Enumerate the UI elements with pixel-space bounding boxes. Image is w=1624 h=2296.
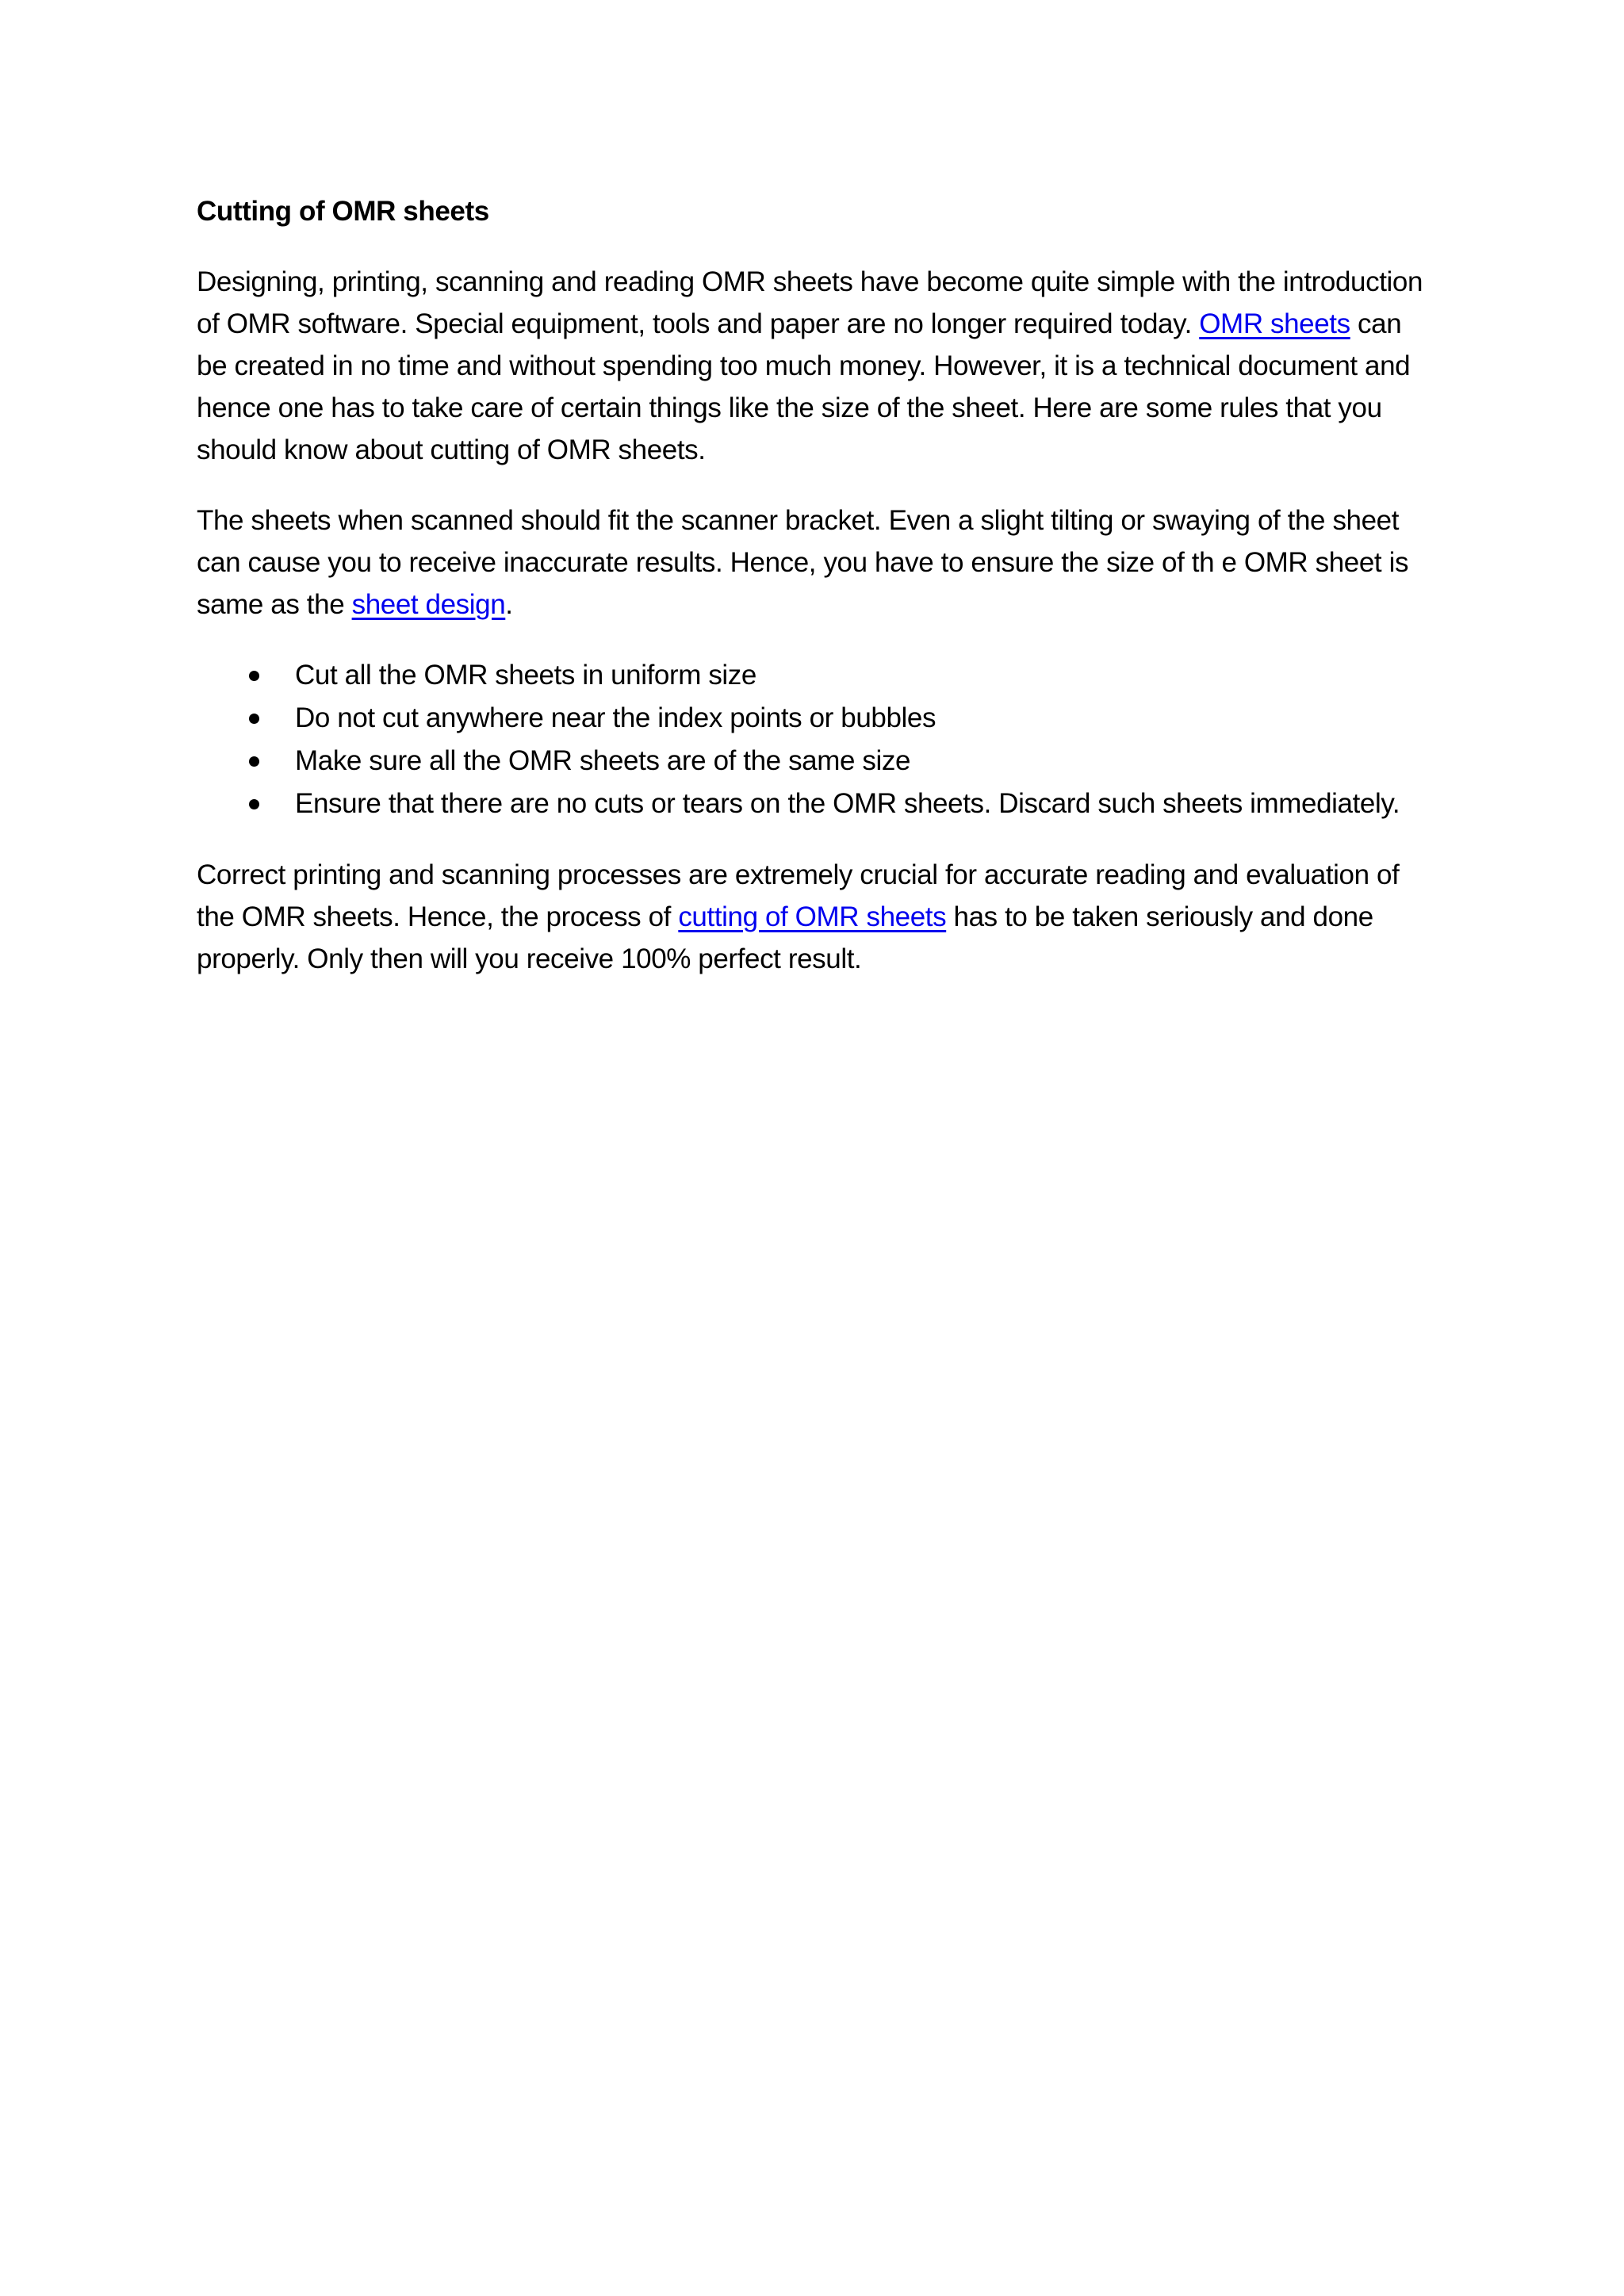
bullet-icon: [249, 671, 259, 681]
list-item: [197, 697, 1434, 740]
list-item-text: Ensure that there are no cuts or tears on the OMR sheets. Discard such sheets immediately.: [295, 788, 1400, 819]
bullet-icon: [249, 799, 259, 809]
omr-sheets-link[interactable]: OMR sheets: [1199, 308, 1350, 339]
list-item-text: Do not cut anywhere near the index points or bubbles: [295, 702, 936, 733]
list-item: [197, 654, 1434, 697]
paragraph-conclusion-text-after: has to be taken seriously and done properly. Only then will you receive 100% perfect result.: [197, 901, 1373, 974]
paragraph-intro: [197, 261, 1434, 471]
cutting-of-omr-sheets-link[interactable]: cutting of OMR sheets: [678, 901, 947, 932]
list-item: [197, 740, 1434, 783]
paragraph-scanner-text-after: .: [505, 589, 513, 620]
paragraph-scanner: [197, 499, 1434, 626]
rules-list: [197, 654, 1434, 825]
list-item-text: Cut all the OMR sheets in uniform size: [295, 660, 756, 691]
bullet-icon: [249, 756, 259, 767]
list-item-text: Make sure all the OMR sheets are of the same size: [295, 745, 911, 776]
bullet-icon: [249, 714, 259, 724]
document-body: [197, 190, 1434, 1008]
sheet-design-link[interactable]: sheet design: [351, 589, 506, 620]
paragraph-conclusion: [197, 854, 1434, 980]
paragraph-intro-text-before: Designing, printing, scanning and reading OMR sheets have become quite simple with the introduction of OMR software. Special equipment, tools and paper are no longer required today.: [197, 266, 1423, 339]
paragraph-intro-text-after: can be created in no time and without spending too much money. However, it is a technical document and hence one has to take care of certain things like the size of the sheet. Here are some rules that you should know about cutting of OMR sheets.: [197, 308, 1411, 465]
paragraph-conclusion-text-before: Correct printing and scanning processes are extremely crucial for accurate reading and evaluation of the OMR sheets. Hence, the process of: [197, 859, 1400, 932]
list-item: [197, 783, 1434, 825]
paragraph-scanner-text-before: The sheets when scanned should fit the scanner bracket. Even a slight tilting or swaying of the sheet can cause you to receive inaccurate results. Hence, you have to ensure the size of th e OMR sheet is same as the: [197, 505, 1409, 620]
document-title: Cutting of OMR sheets: [197, 196, 489, 227]
